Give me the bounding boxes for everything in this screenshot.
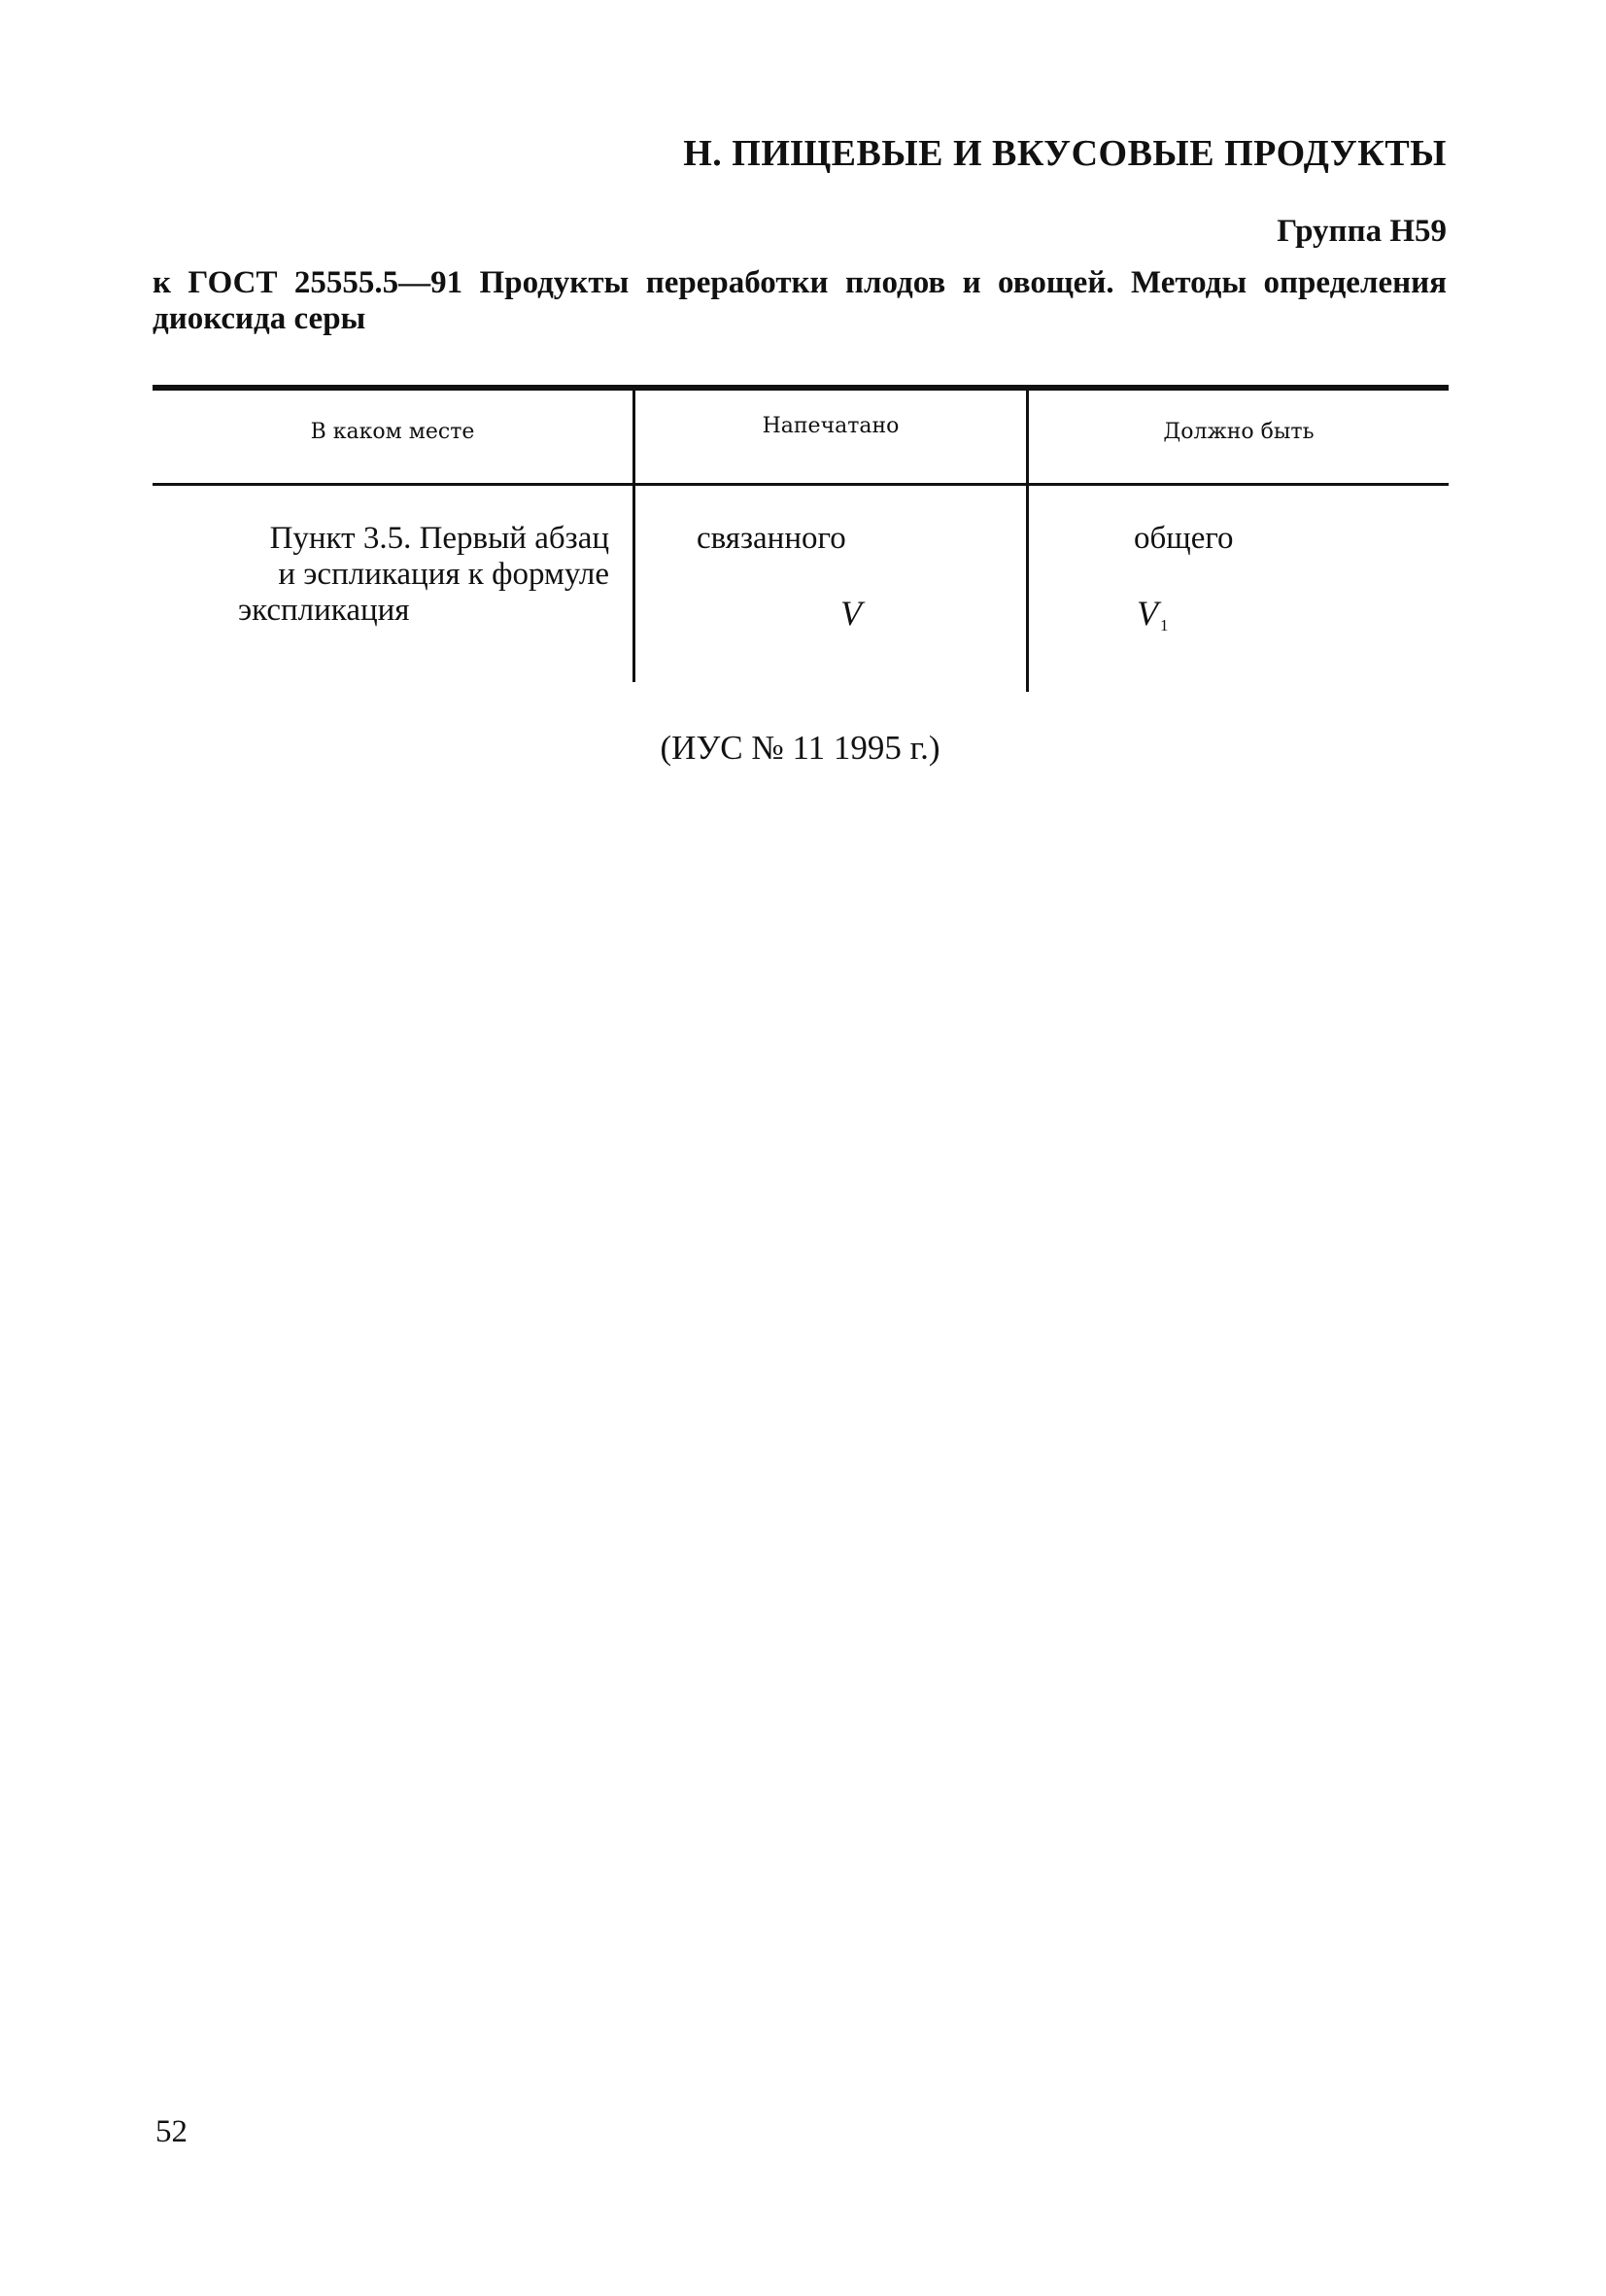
table-header-rule	[153, 483, 1449, 486]
cell-correct-word: общего	[1134, 521, 1234, 556]
column-header-printed: Напечатано	[762, 414, 900, 438]
page-number: 52	[155, 2114, 188, 2149]
table-top-rule	[153, 385, 1449, 391]
document-reference: к ГОСТ 25555.5—91 Продукты переработки плодов и овощей. Методы определения диоксида серы	[153, 265, 1447, 336]
column-header-location: В каком месте	[310, 420, 475, 444]
symbol-subscript: 1	[1160, 616, 1169, 634]
correction-table	[153, 385, 1449, 686]
cell-correct-symbol	[1137, 593, 1169, 635]
cell-location	[153, 521, 609, 629]
cell-printed-word: связанного	[697, 521, 846, 556]
location-line: и эспликация к формуле	[278, 557, 609, 592]
section-title: Н. ПИЩЕВЫЕ И ВКУСОВЫЕ ПРОДУКТЫ	[683, 133, 1447, 174]
symbol-base: V	[1137, 594, 1158, 633]
source-text: (ИУС № 11 1995 г.)	[660, 729, 940, 767]
group-label: Группа Н59	[1277, 214, 1447, 249]
location-line: экспликация	[238, 593, 410, 628]
location-line: Пункт 3.5. Первый абзац	[269, 521, 609, 556]
column-header-correct: Должно быть	[1163, 420, 1315, 444]
cell-printed-symbol: V	[840, 594, 862, 633]
source-reference	[0, 729, 1606, 768]
